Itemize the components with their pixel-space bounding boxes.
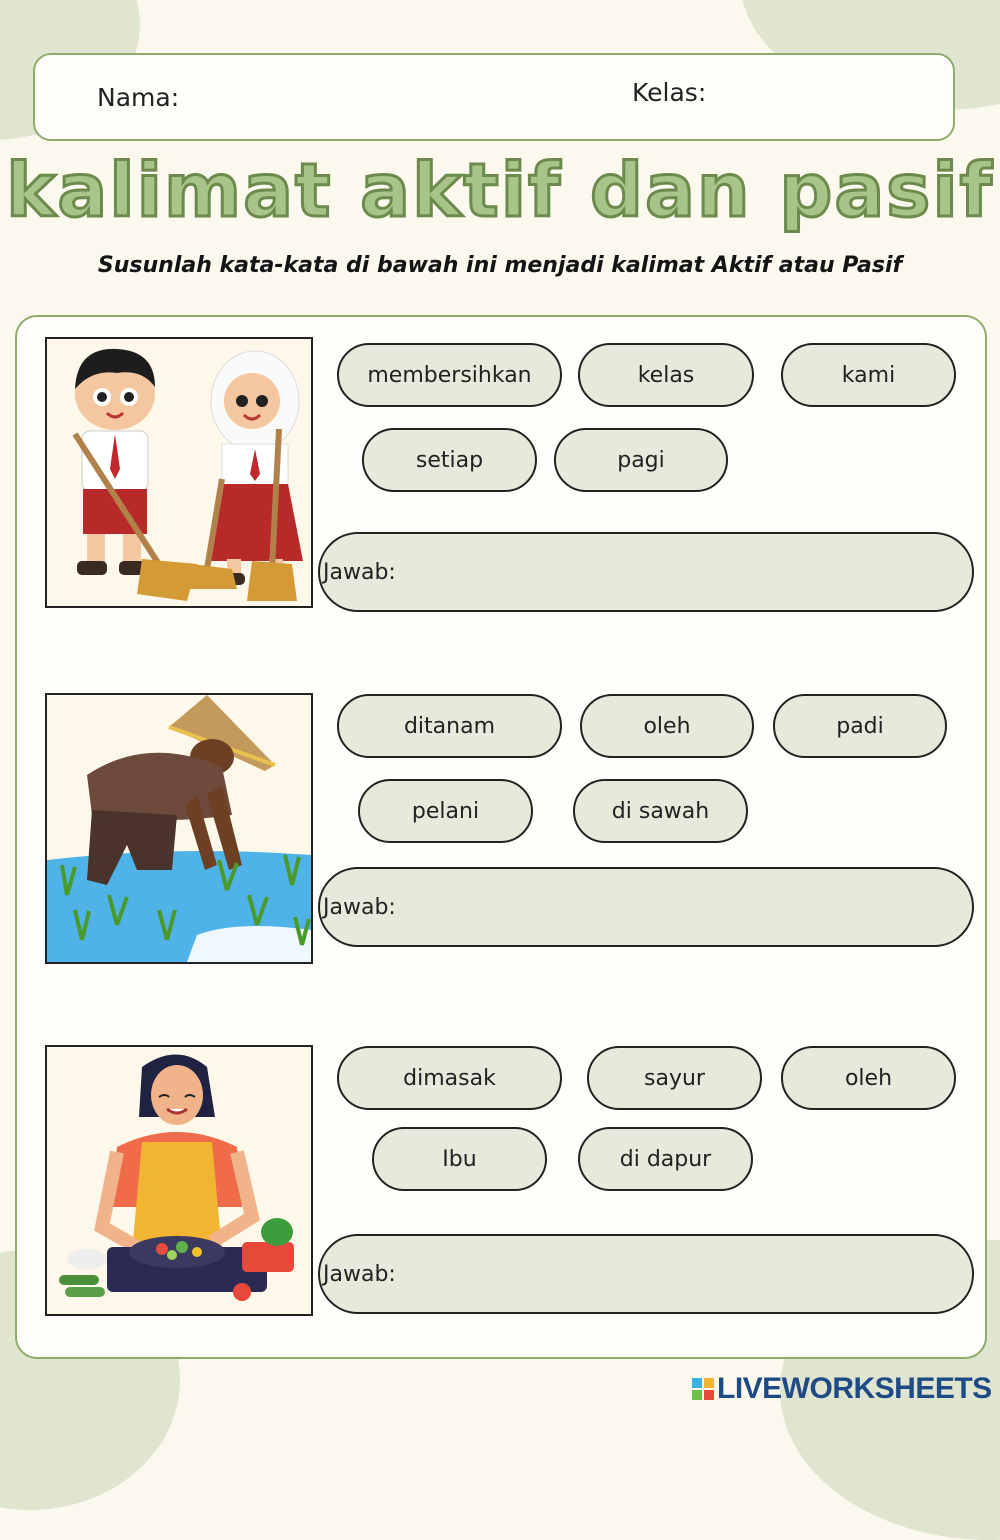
name-label: Nama: [97, 83, 180, 112]
word-tile[interactable]: di dapur [578, 1127, 753, 1191]
word-tile[interactable]: membersihkan [337, 343, 562, 407]
word-tile[interactable]: sayur [587, 1046, 762, 1110]
answer-input[interactable] [402, 1261, 972, 1288]
farmer-planting-rice-icon [45, 693, 313, 964]
liveworksheets-logo-icon [692, 1378, 714, 1400]
word-tile[interactable]: pagi [554, 428, 728, 492]
word-tile[interactable]: padi [773, 694, 947, 758]
word-tile[interactable]: kelas [578, 343, 754, 407]
page-title: kalimat aktif dan pasif [6, 148, 994, 234]
word-tile[interactable]: setiap [362, 428, 537, 492]
word-tile[interactable]: di sawah [573, 779, 748, 843]
answer-field[interactable] [318, 1234, 974, 1314]
word-tile[interactable]: oleh [580, 694, 754, 758]
woman-cooking-icon [45, 1045, 313, 1316]
answer-input[interactable] [402, 559, 972, 586]
word-tile[interactable]: pelani [358, 779, 533, 843]
word-tile[interactable]: ditanam [337, 694, 562, 758]
answer-field[interactable] [318, 532, 974, 612]
instruction-text: Susunlah kata-kata di bawah ini menjadi kalimat Aktif atau Pasif [97, 253, 903, 278]
word-tile[interactable]: kami [781, 343, 956, 407]
answer-field[interactable] [318, 867, 974, 947]
answer-label: Jawab: [323, 1261, 396, 1287]
students-sweeping-icon [45, 337, 313, 608]
word-tile[interactable]: dimasak [337, 1046, 562, 1110]
class-label: Kelas: [632, 78, 707, 107]
liveworksheets-brand [692, 1372, 992, 1406]
answer-label: Jawab: [323, 894, 396, 920]
brand-text: LIVEWORKSHEETS [717, 1372, 992, 1405]
word-tile[interactable]: oleh [781, 1046, 956, 1110]
answer-label: Jawab: [323, 559, 396, 585]
answer-input[interactable] [402, 894, 972, 921]
word-tile[interactable]: Ibu [372, 1127, 547, 1191]
